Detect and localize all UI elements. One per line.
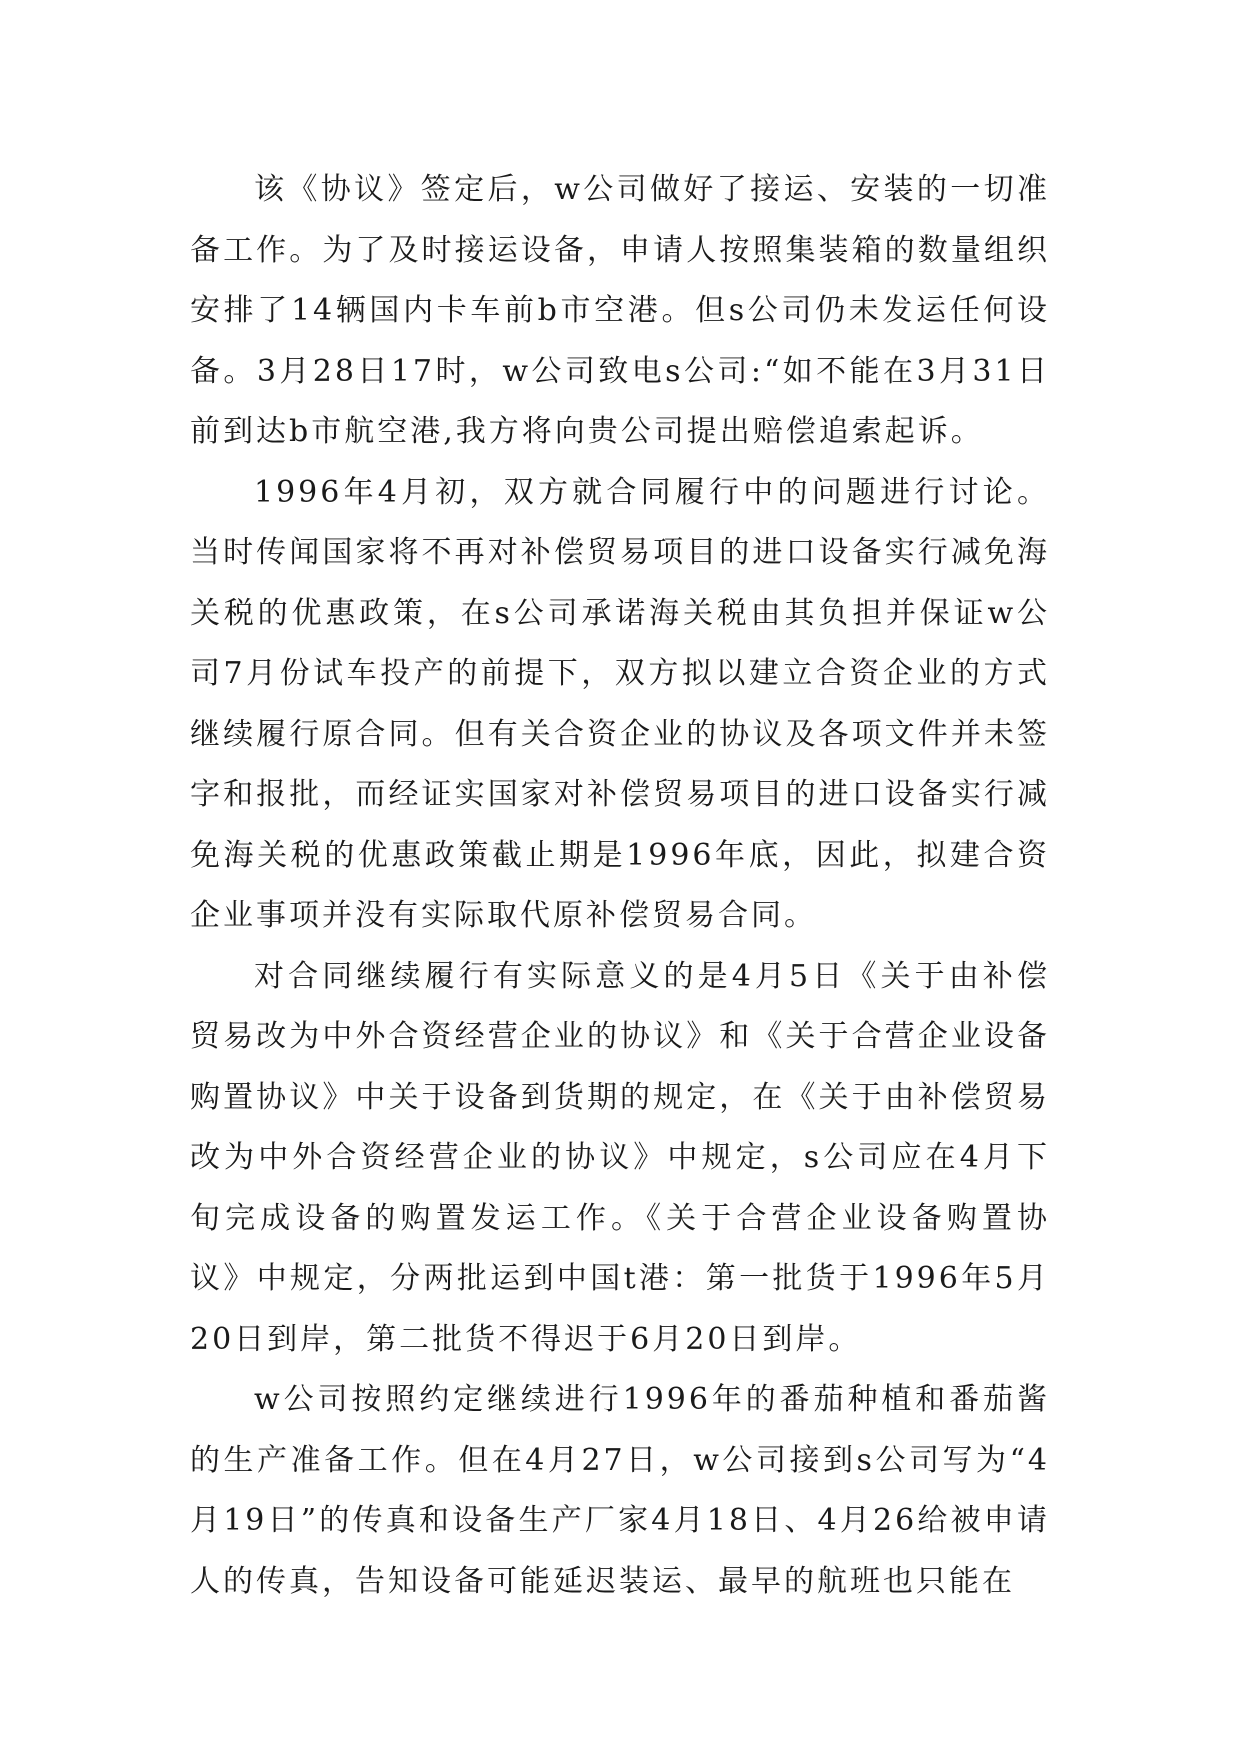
paragraph-april-1996-discussion: 1996年4月初，双方就合同履行中的问题进行讨论。当时传闻国家将不再对补偿贸易项目的进口设备实行减免海关税的优惠政策，在s公司承诺海关税由其负担并保证w公司7月份试车投产的前提下，双方拟以建立合资企业的方式继续履行原合同。但有关合资企业的协议及各项文件并未签字和报批，而经证实国家对补偿贸易项目的进口设备实行减免海关税的优惠政策截止期是1996年底，因此，拟建合资企业事项并没有实际取代原补偿贸易合同。 [190,474,1050,933]
paragraph-agreement-signed: 该《协议》签定后，w公司做好了接运、安装的一切准备工作。为了及时接运设备，申请人按照集装箱的数量组织安排了14辆国内卡车前b市空港。但s公司仍未发运任何设备。3月28日17时，w公司致电s公司:“如不能在3月31日前到达b市航空港,我方将向贵公司提出赔偿追索起诉。 [190,172,1050,449]
document-body [190,160,1050,1612]
paragraph-delivery-terms: 对合同继续履行有实际意义的是4月5日《关于由补偿贸易改为中外合资经营企业的协议》和《关于合营企业设备购置协议》中关于设备到货期的规定，在《关于由补偿贸易改为中外合资经营企业的协议》中规定，s公司应在4月下旬完成设备的购置发运工作。《关于合营企业设备购置协议》中规定，分两批运到中国t港：第一批货于1996年5月20日到岸，第二批货不得迟于6月20日到岸。 [190,958,1050,1357]
paragraph-production-preparation: w公司按照约定继续进行1996年的番茄种植和番茄酱的生产准备工作。但在4月27日，w公司接到s公司写为“4月19日”的传真和设备生产厂家4月18日、4月26给被申请人的传真，告知设备可能延迟装运、最早的航班也只能在 [190,1382,1050,1599]
